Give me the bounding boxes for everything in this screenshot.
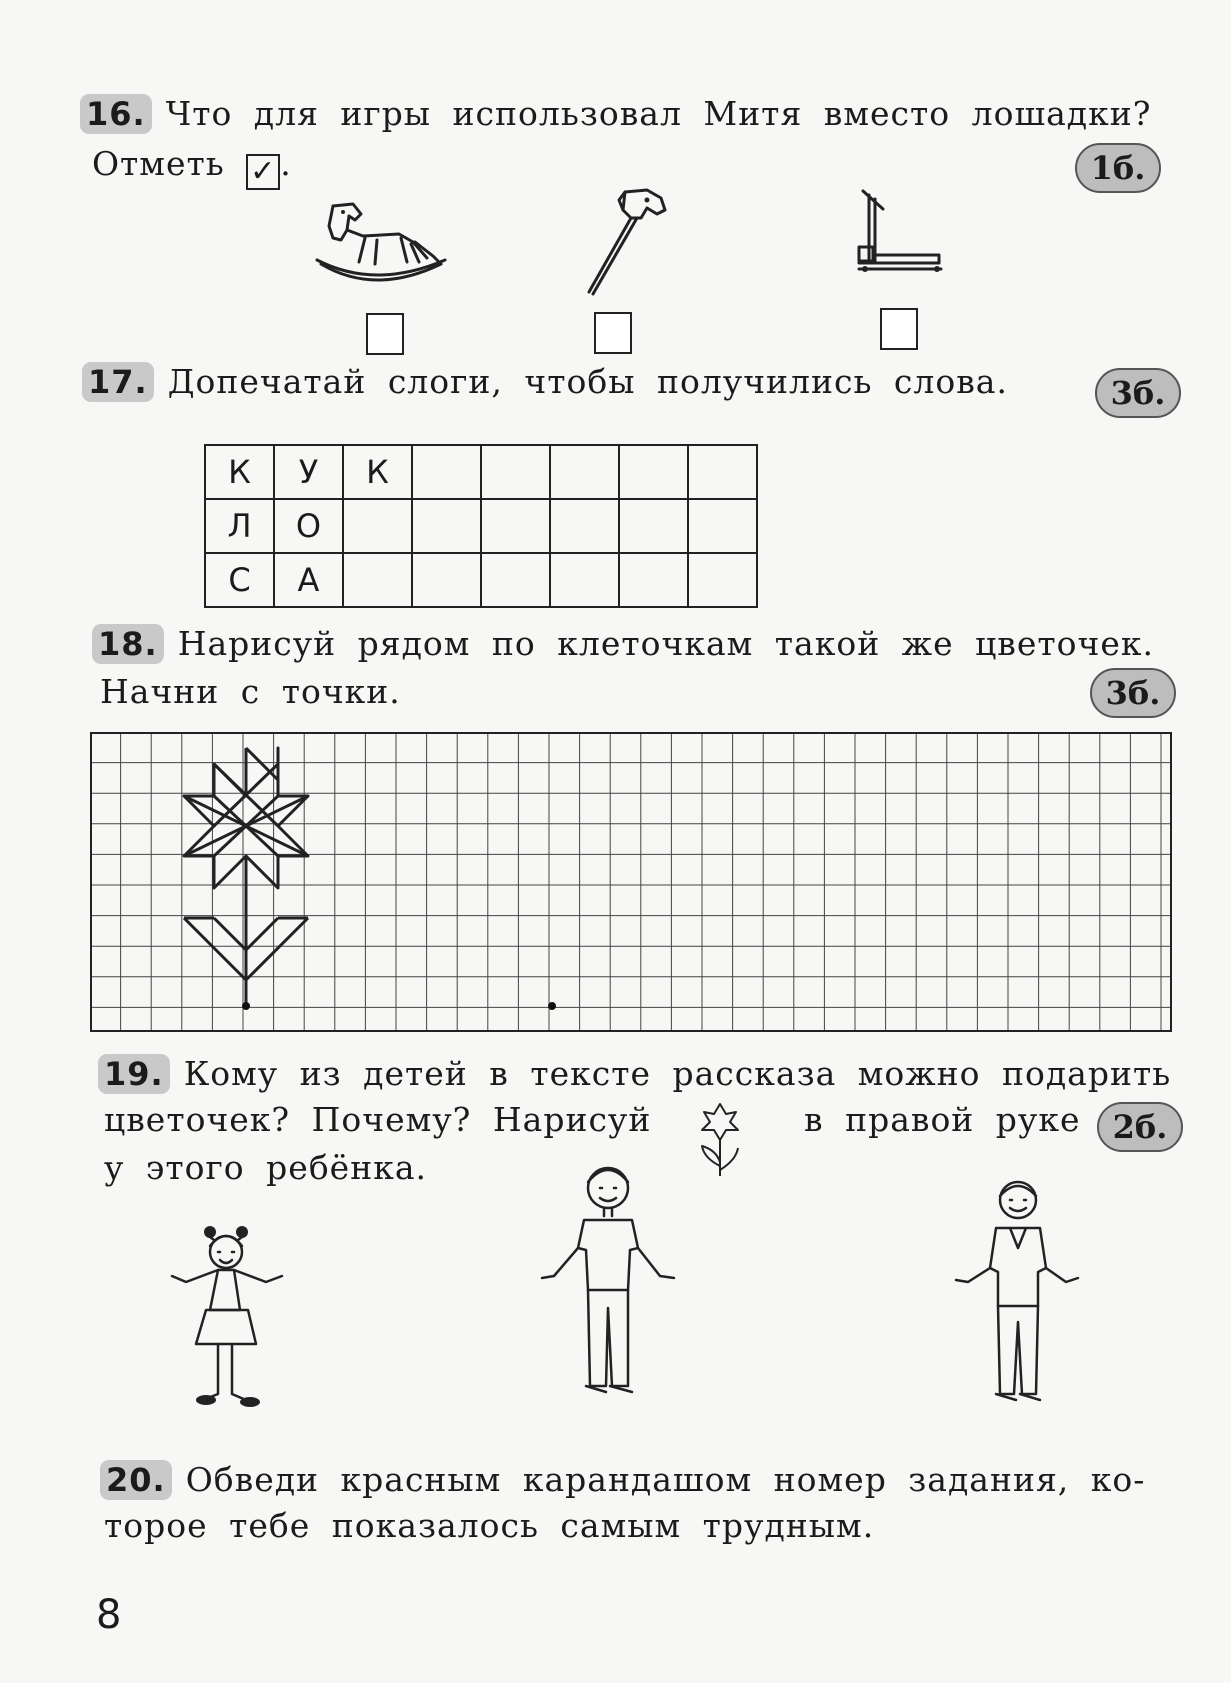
syllable-cell[interactable] [619,445,688,499]
task18-line2: Начни с точки. [100,672,401,711]
syllable-cell[interactable] [688,445,757,499]
syllable-cell[interactable]: Л [205,499,274,553]
task20-line1: Обведи красным карандашом номер задания, ко- [185,1460,1146,1499]
syllable-cell[interactable] [343,553,412,607]
task16-score-badge: 1б. [1075,143,1161,193]
syllable-cell[interactable] [412,499,481,553]
page-number: 8 [96,1592,122,1638]
stick-horse-icon [585,188,675,298]
task19-number: 19. [98,1054,170,1094]
task19-line3: у этого ребёнка. [104,1148,427,1187]
task16-line1: Что для игры использовал Митя вместо лошадки? [165,94,1152,133]
task19-line2a: цветочек? Почему? Нарисуй [104,1100,652,1139]
syllable-cell[interactable]: О [274,499,343,553]
syllable-table [204,444,758,608]
start-dot-sample [242,1002,250,1010]
task16-mark-label: Отметь [92,144,225,183]
syllable-cell[interactable] [550,553,619,607]
task19-line2 [104,1098,651,1142]
task16-instruction [92,142,292,190]
check-mark-icon: ✓ [246,154,280,190]
task16-number: 16. [80,94,152,134]
task19-question [98,1052,1171,1096]
task17-question [82,360,1008,404]
boy-tshirt-icon[interactable] [534,1148,684,1408]
syllable-cell[interactable] [481,553,550,607]
start-dot-answer [548,1002,556,1010]
syllable-cell[interactable] [481,445,550,499]
syllable-cell[interactable] [619,499,688,553]
flower-sample-icon [184,748,308,1006]
syllable-cell[interactable] [412,445,481,499]
syllable-cell[interactable] [343,499,412,553]
task16-checkbox-rocking-horse[interactable] [366,313,404,355]
task20-question [100,1458,1145,1502]
task16-checkbox-stick-horse[interactable] [594,312,632,354]
task18-line1: Нарисуй рядом по клеточкам такой же цветочек. [177,624,1154,663]
task19-score-badge: 2б. [1097,1102,1183,1152]
syllable-cell[interactable]: К [205,445,274,499]
syllable-row [205,499,757,553]
flower-icon [696,1100,744,1178]
syllable-cell[interactable] [412,553,481,607]
syllable-cell[interactable] [550,445,619,499]
syllable-cell[interactable] [688,499,757,553]
task19-line1: Кому из детей в тексте рассказа можно подарить [183,1054,1172,1093]
task18-question [92,622,1154,666]
syllable-cell[interactable]: У [274,445,343,499]
task17-number: 17. [82,362,154,402]
syllable-cell[interactable]: К [343,445,412,499]
rocking-horse-icon [315,200,450,292]
task17-score-badge: 3б. [1095,368,1181,418]
task18-score-badge: 3б. [1090,668,1176,718]
syllable-cell[interactable] [619,553,688,607]
syllable-row [205,445,757,499]
task18-number: 18. [92,624,164,664]
task17-text: Допечатай слоги, чтобы получились слова. [167,362,1008,401]
task16-checkbox-scooter[interactable] [880,308,918,350]
syllable-cell[interactable] [688,553,757,607]
drawing-grid[interactable] [90,732,1172,1032]
scooter-icon [855,185,945,285]
task20-number: 20. [100,1460,172,1500]
grid-border [91,733,1171,1031]
task16-period: . [280,144,292,183]
syllable-row [205,553,757,607]
task19-line2b: в правой руке [804,1100,1081,1139]
task16-question [80,92,1151,136]
syllable-cell[interactable] [481,499,550,553]
boy-vest-icon[interactable] [952,1172,1082,1412]
syllable-cell[interactable]: С [205,553,274,607]
syllable-cell[interactable] [550,499,619,553]
girl-icon[interactable] [166,1212,314,1412]
task20-line2: торое тебе показалось самым трудным. [104,1506,875,1545]
syllable-cell[interactable]: А [274,553,343,607]
